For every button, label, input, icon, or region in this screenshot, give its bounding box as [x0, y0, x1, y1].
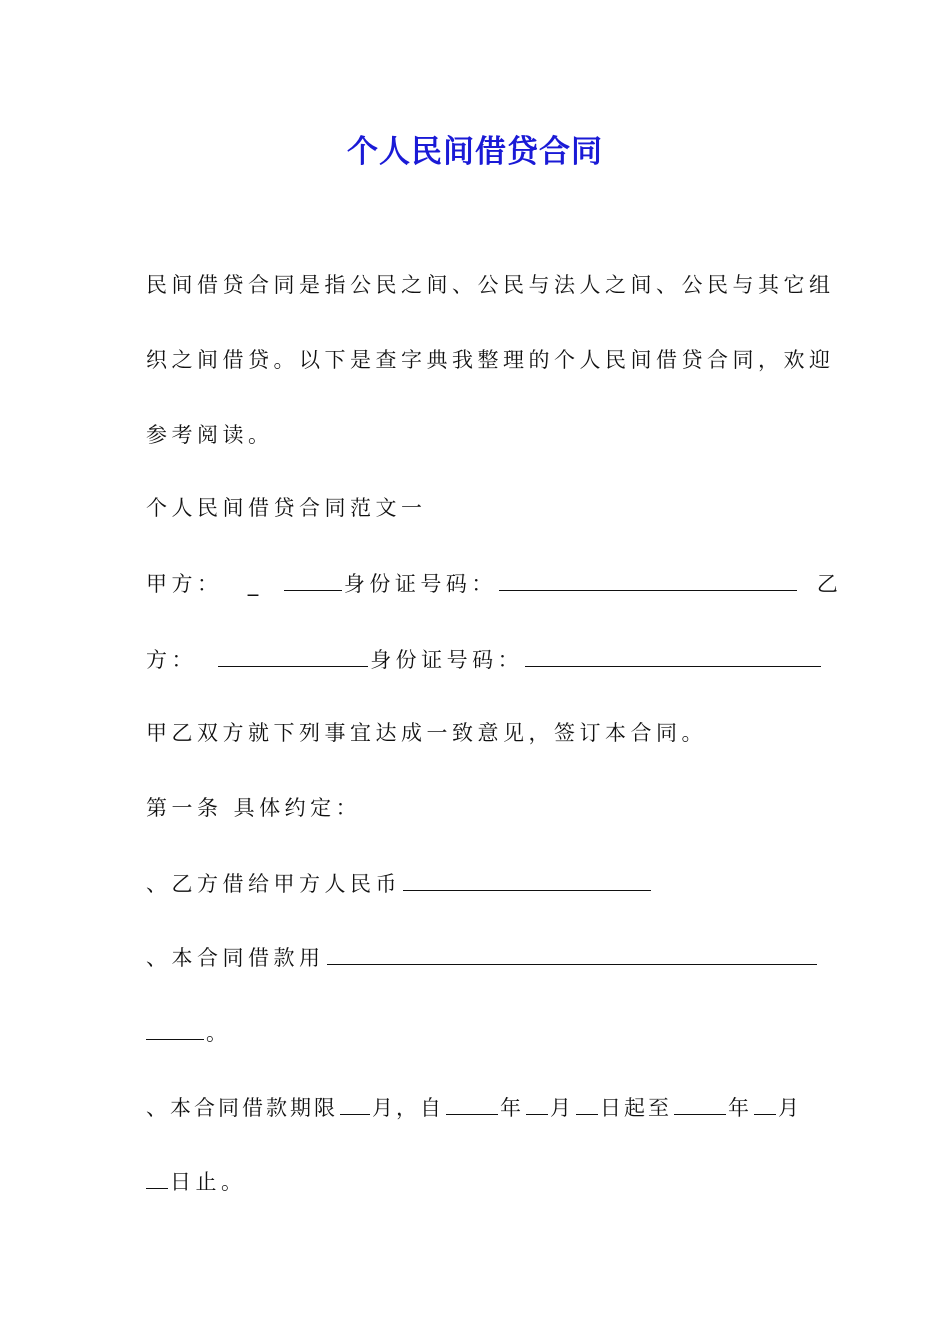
item-3-month: 月，自	[372, 1096, 444, 1120]
party-a-label: 甲方：	[146, 572, 223, 596]
party-b-label-end: 方：	[146, 648, 197, 672]
party-a-name-blank[interactable]	[284, 568, 342, 591]
party-b-label-start: 乙	[816, 572, 843, 596]
item-3-month2: 月	[778, 1096, 802, 1120]
party-a-blank-mark: _	[247, 572, 263, 596]
document-title: 个人民间借贷合同	[347, 134, 603, 170]
item-2-line	[146, 942, 811, 973]
start-month-blank[interactable]	[526, 1092, 548, 1115]
party-b-line	[146, 644, 811, 675]
item-1-line	[146, 868, 811, 899]
start-year-blank[interactable]	[446, 1092, 498, 1115]
item-2-end: 。	[206, 1021, 232, 1045]
party-b-name-blank[interactable]	[218, 644, 368, 667]
section-title: 个人民间借贷合同范文一	[146, 496, 427, 520]
intro-line-3: 参考阅读。	[146, 423, 274, 447]
item-1-prefix: 、乙方借给甲方人民币	[146, 872, 401, 896]
loan-amount-blank[interactable]	[403, 868, 651, 891]
item-3-prefix: 、本合同借款期限	[146, 1096, 338, 1120]
item-2-continuation	[146, 1017, 811, 1048]
party-b-id-blank[interactable]	[525, 644, 821, 667]
agreement-text: 甲乙双方就下列事宜达成一致意见，签订本合同。	[146, 721, 707, 745]
article-one: 第一条 具体约定：	[146, 796, 362, 820]
item-3-day1: 日起至	[600, 1096, 672, 1120]
item-3-year1: 年	[500, 1096, 524, 1120]
id-label-b: 身份证号码：	[370, 648, 524, 672]
item-3-line	[146, 1092, 811, 1123]
end-day-blank[interactable]	[146, 1166, 168, 1189]
id-label-a: 身份证号码：	[343, 572, 497, 596]
item-3-continuation	[146, 1166, 811, 1197]
item-2-prefix: 、本合同借款用	[146, 946, 325, 970]
intro-line-2: 织之间借贷。以下是查字典我整理的个人民间借贷合同，欢迎	[146, 348, 835, 372]
item-3-year2: 年	[728, 1096, 752, 1120]
end-year-blank[interactable]	[674, 1092, 726, 1115]
item-3-day2: 日止。	[170, 1170, 247, 1194]
party-a-id-blank[interactable]	[499, 568, 797, 591]
intro-line-1: 民间借贷合同是指公民之间、公民与法人之间、公民与其它组	[146, 273, 835, 297]
start-day-blank[interactable]	[576, 1092, 598, 1115]
term-months-blank[interactable]	[340, 1092, 370, 1115]
loan-purpose-blank-cont[interactable]	[146, 1017, 204, 1040]
item-3-month1: 月	[550, 1096, 574, 1120]
loan-purpose-blank[interactable]	[327, 942, 817, 965]
end-month-blank[interactable]	[754, 1092, 776, 1115]
party-a-line	[146, 568, 843, 599]
